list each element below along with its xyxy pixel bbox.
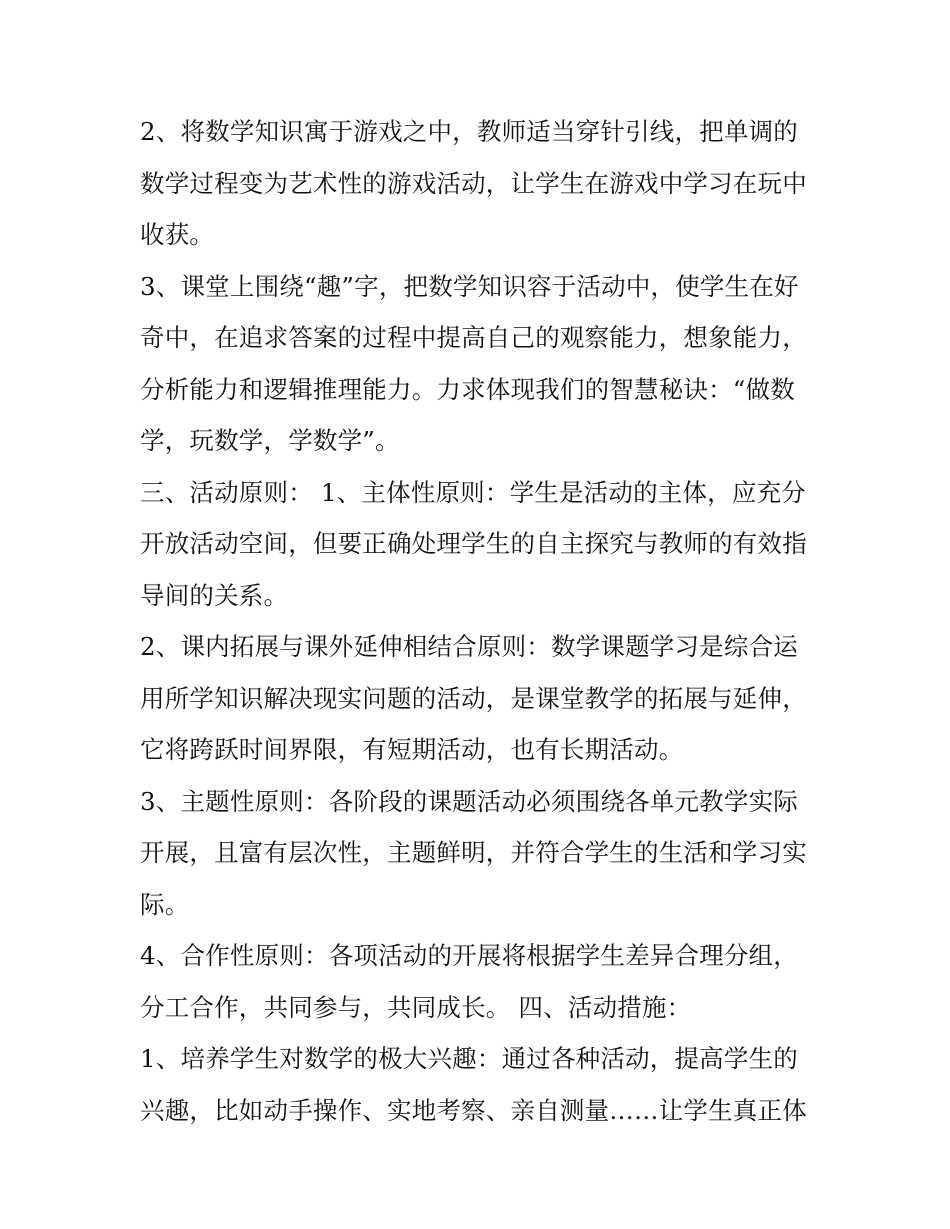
paragraph-cooperation-principle: 4、合作性原则：各项活动的开展将根据学生差异合理分组，分工合作，共同参与，共同成长。 四、活动措施： <box>140 941 798 1022</box>
paragraph-activity-principles: 三、活动原则： 1、主体性原则：学生是活动的主体，应充分开放活动空间，但要正确处理学生的自主探究与教师的有效指导间的关系。 <box>140 477 807 610</box>
paragraph-extension-principle: 2、课内拓展与课外延伸相结合原则：数学课题学习是综合运用所学知识解决现实问题的活动，是课堂教学的拓展与延伸，它将跨跃时间界限，有短期活动，也有长期活动。 <box>140 632 807 764</box>
paragraph-game-learning: 2、将数学知识寓于游戏之中，教师适当穿针引线，把单调的数学过程变为艺术性的游戏活动，让学生在游戏中学习在玩中收获。 <box>140 117 807 249</box>
paragraph-classroom-interest: 3、课堂上围绕“趣”字，把数学知识容于活动中，使学生在好奇中，在追求答案的过程中提高自己的观察能力，想象能力，分析能力和逻辑推理能力。力求体现我们的智慧秘诀：“做数学，玩数学，学数学”。 <box>140 271 807 455</box>
document-page <box>140 106 820 1136</box>
paragraph-theme-principle: 3、主题性原则：各阶段的课题活动必须围绕各单元教学实际开展，且富有层次性，主题鲜明，并符合学生的生活和学习实际。 <box>140 786 807 919</box>
paragraph-interest-measure: 1、培养学生对数学的极大兴趣：通过各种活动，提高学生的兴趣，比如动手操作、实地考察、亲自测量……让学生真正体 <box>140 1044 807 1125</box>
